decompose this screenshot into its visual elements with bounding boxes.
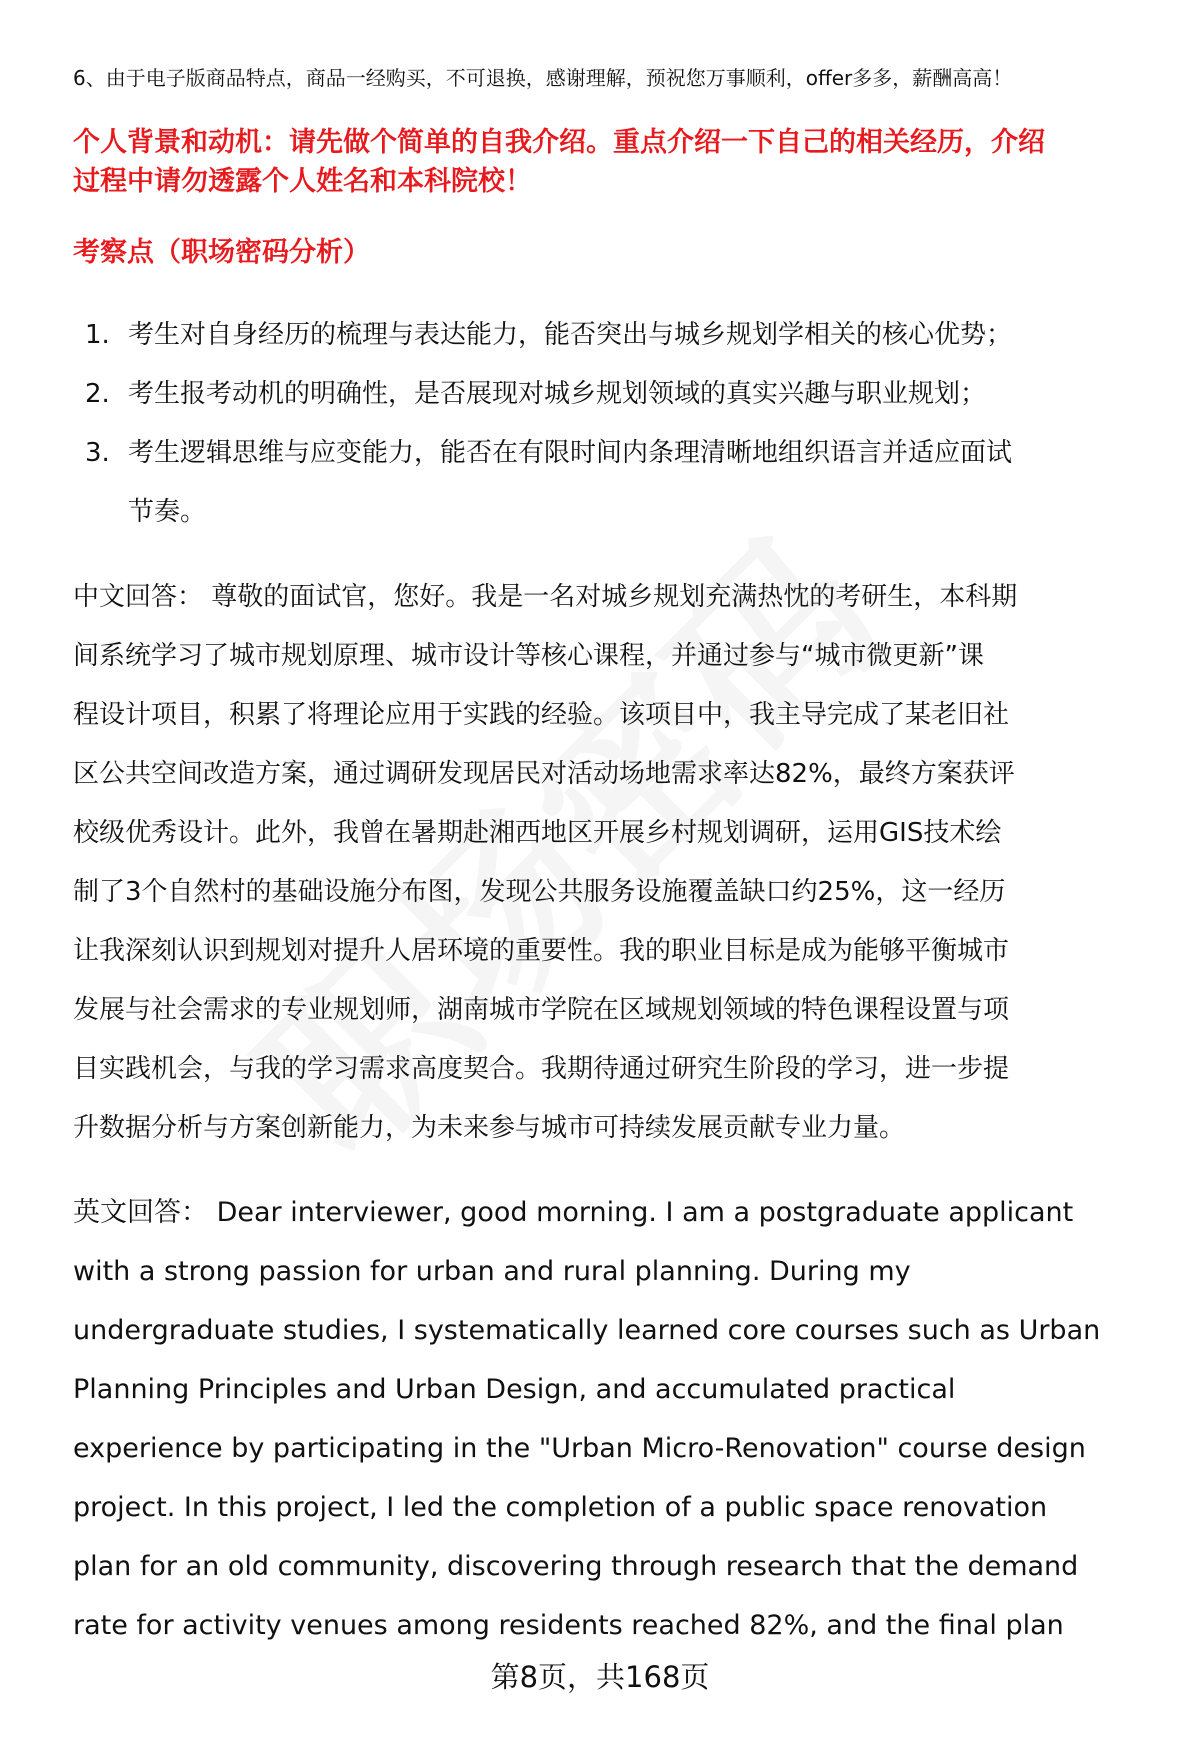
answer-line: 制了3个自然村的基础设施分布图，发现公共服务设施覆盖缺口约25%，这一经历 <box>73 877 1006 907</box>
key-points-list <box>73 306 1012 542</box>
answer-line: 发展与社会需求的专业规划师，湖南城市学院在区域规划领域的特色课程设置与项 <box>73 995 1010 1025</box>
list-text: 考生报考动机的明确性，是否展现对城乡规划领域的真实兴趣与职业规划； <box>128 379 987 409</box>
list-text: 节奏。 <box>128 497 207 527</box>
list-item <box>73 365 1012 424</box>
question-line: 过程中请勿透露个人姓名和本科院校！ <box>73 166 532 197</box>
english-answer <box>73 1183 1100 1655</box>
list-text: 考生逻辑思维与应变能力，能否在有限时间内条理清晰地组织语言并适应面试 <box>128 438 1013 468</box>
answer-line: project. In this project, I led the completion of a public space renovation <box>73 1492 1048 1523</box>
key-points-title: 考察点（职场密码分析） <box>73 237 370 268</box>
chinese-answer <box>73 568 1017 1158</box>
answer-line: undergraduate studies, I systematically learned core courses such as Urban <box>73 1315 1101 1346</box>
answer-line: experience by participating in the "Urban Micro-Renovation" course design <box>73 1433 1086 1464</box>
question-heading <box>73 123 1045 201</box>
answer-line: 英文回答： Dear interviewer, good morning. I am a postgraduate applicant <box>73 1197 1074 1228</box>
list-number: 1. <box>85 320 110 350</box>
answer-line: 程设计项目，积累了将理论应用于实践的经验。该项目中，我主导完成了某老旧社 <box>73 700 1010 730</box>
answer-line: 间系统学习了城市规划原理、城市设计等核心课程，并通过参与“城市微更新”课 <box>73 641 984 671</box>
answer-line: 升数据分析与方案创新能力，为未来参与城市可持续发展贡献专业力量。 <box>73 1113 906 1143</box>
question-line: 个人背景和动机：请先做个简单的自我介绍。重点介绍一下自己的相关经历，介绍 <box>73 127 1045 158</box>
answer-line: rate for activity venues among residents reached 82%, and the final plan <box>73 1610 1064 1641</box>
page-number: 第8页，共168页 <box>490 1660 710 1694</box>
answer-line: 区公共空间改造方案，通过调研发现居民对活动场地需求率达82%，最终方案获评 <box>73 759 1015 789</box>
answer-line: 目实践机会，与我的学习需求高度契合。我期待通过研究生阶段的学习，进一步提 <box>73 1054 1010 1084</box>
answer-line: Planning Principles and Urban Design, and accumulated practical <box>73 1374 956 1405</box>
answer-line: with a strong passion for urban and rural planning. During my <box>73 1256 911 1287</box>
purchase-notice: 6、由于电子版商品特点，商品一经购买，不可退换，感谢理解，预祝您万事顺利，offer多多，薪酬高高！ <box>73 66 1013 90</box>
list-number: 2. <box>85 379 110 409</box>
list-item <box>73 424 1012 542</box>
answer-line: 校级优秀设计。此外，我曾在暑期赴湘西地区开展乡村规划调研，运用GIS技术绘 <box>73 818 1002 848</box>
list-item <box>73 306 1012 365</box>
answer-line: 让我深刻认识到规划对提升人居环境的重要性。我的职业目标是成为能够平衡城市 <box>73 936 1010 966</box>
list-number: 3. <box>85 438 110 468</box>
list-text: 考生对自身经历的梳理与表达能力，能否突出与城乡规划学相关的核心优势； <box>128 320 1013 350</box>
answer-line: 中文回答： 尊敬的面试官，您好。我是一名对城乡规划充满热忱的考研生，本科期 <box>73 582 1018 612</box>
answer-line: plan for an old community, discovering through research that the demand <box>73 1551 1079 1582</box>
